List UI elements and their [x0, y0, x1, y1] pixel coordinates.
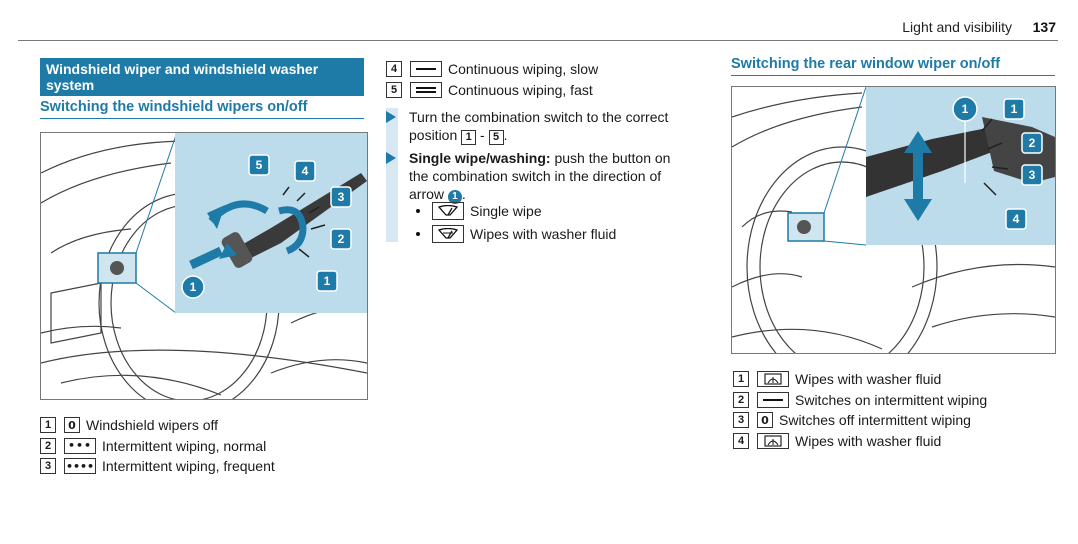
legend-text: Wipes with washer fluid [795, 371, 942, 388]
instruction-1-line1: Turn the combination switch to the correct [409, 109, 669, 125]
arrow-1-badge: 1 [448, 190, 462, 204]
callout-1-label: 1 [323, 274, 331, 288]
page-header [18, 0, 1058, 41]
instruction-2-period: . [461, 186, 466, 202]
instruction-2-line2: the combination switch in the direction of [409, 168, 662, 184]
instruction-arrow-icon [386, 111, 396, 123]
instruction-1 [409, 108, 668, 145]
legend-number: 3 [733, 412, 749, 428]
intermittent-off-symbol: 0 [757, 412, 773, 428]
callout-4-label: 4 [1012, 212, 1020, 226]
legend-number: 4 [386, 61, 402, 77]
instruction-2-line1 [409, 149, 670, 167]
rear-washer-icon [757, 371, 789, 387]
legend-item [386, 80, 598, 101]
arrow-callout-1-label: 1 [961, 102, 969, 116]
bullet-single-wipe [416, 202, 542, 220]
instruction-2 [409, 149, 670, 204]
legend-item [40, 415, 275, 436]
bullet-dot [416, 209, 420, 213]
bullet-washer [416, 225, 616, 243]
rear-washer-icon [757, 433, 789, 449]
arrow-callout-1-label: 1 [189, 280, 197, 294]
right-legend-list [733, 369, 987, 451]
legend-text: Continuous wiping, slow [448, 61, 599, 78]
legend-number: 4 [733, 433, 749, 449]
instruction-1-line2 [409, 126, 668, 145]
legend-number: 1 [40, 417, 56, 433]
legend-text: Continuous wiping, fast [448, 81, 593, 98]
instruction-2-arrow-text: arrow [409, 186, 445, 202]
washer-fluid-icon [432, 225, 464, 243]
callout-2-label: 2 [337, 232, 345, 246]
intermittent-frequent-symbol: •••• [65, 459, 95, 473]
instruction-1-text: position [409, 127, 458, 143]
legend-item [386, 59, 598, 80]
section-title: Windshield wiper and windshield washer system [40, 58, 364, 96]
legend-item [733, 390, 987, 411]
callout-5-label: 5 [255, 158, 263, 172]
legend-text: Windshield wipers off [86, 417, 219, 434]
middle-legend-list [386, 59, 598, 100]
rear-wiper-illustration [732, 87, 1055, 353]
legend-number: 2 [733, 392, 749, 408]
legend-text: Switches off intermittent wiping [779, 412, 971, 429]
legend-text: Intermittent wiping, frequent [102, 458, 275, 475]
legend-item [733, 431, 987, 452]
legend-item [40, 436, 275, 457]
position-to: 5 [489, 130, 504, 145]
continuous-fast-symbol [410, 82, 442, 98]
bullet-text: Single wipe [470, 203, 542, 219]
bullet-text: Wipes with washer fluid [470, 226, 617, 242]
chapter-title: Light and visibility [902, 19, 1012, 35]
instruction-2-rest: push the button on [554, 150, 671, 166]
legend-number: 2 [40, 438, 56, 454]
legend-text: Intermittent wiping, normal [102, 437, 267, 454]
callout-3-label: 3 [337, 190, 345, 204]
legend-item [733, 369, 987, 390]
right-subtitle: Switching the rear window wiper on/off [731, 56, 1055, 76]
legend-text: Wipes with washer fluid [795, 432, 942, 449]
rear-wiper-figure [731, 86, 1056, 354]
instruction-2-bold: Single wipe/washing: [409, 150, 551, 166]
legend-text: Switches on intermittent wiping [795, 391, 988, 408]
intermittent-normal-symbol: ••• [64, 438, 96, 454]
callout-4-label: 4 [301, 164, 309, 178]
windshield-wiper-illustration [41, 133, 367, 399]
callout-2-label: 2 [1028, 136, 1036, 150]
left-legend-list [40, 415, 275, 477]
position-from: 1 [461, 130, 476, 145]
legend-number: 3 [40, 458, 56, 474]
callout-1-label: 1 [1010, 102, 1018, 116]
windshield-wiper-figure [40, 132, 368, 400]
single-wipe-icon [432, 202, 464, 220]
instruction-sidebar [386, 108, 398, 242]
legend-number: 1 [733, 371, 749, 387]
wiper-off-symbol: 0 [64, 417, 80, 433]
continuous-slow-symbol [410, 61, 442, 77]
intermittent-on-symbol [757, 392, 789, 408]
instruction-arrow-icon [386, 152, 396, 164]
page-number: 137 [1032, 19, 1056, 35]
position-dash: - [480, 127, 485, 143]
legend-item [733, 410, 987, 431]
legend-number: 5 [386, 82, 402, 98]
instruction-1-period: . [503, 127, 508, 143]
bullet-dot [416, 232, 420, 236]
legend-item [40, 456, 275, 477]
callout-3-label: 3 [1028, 168, 1036, 182]
left-subtitle: Switching the windshield wipers on/off [40, 99, 364, 119]
